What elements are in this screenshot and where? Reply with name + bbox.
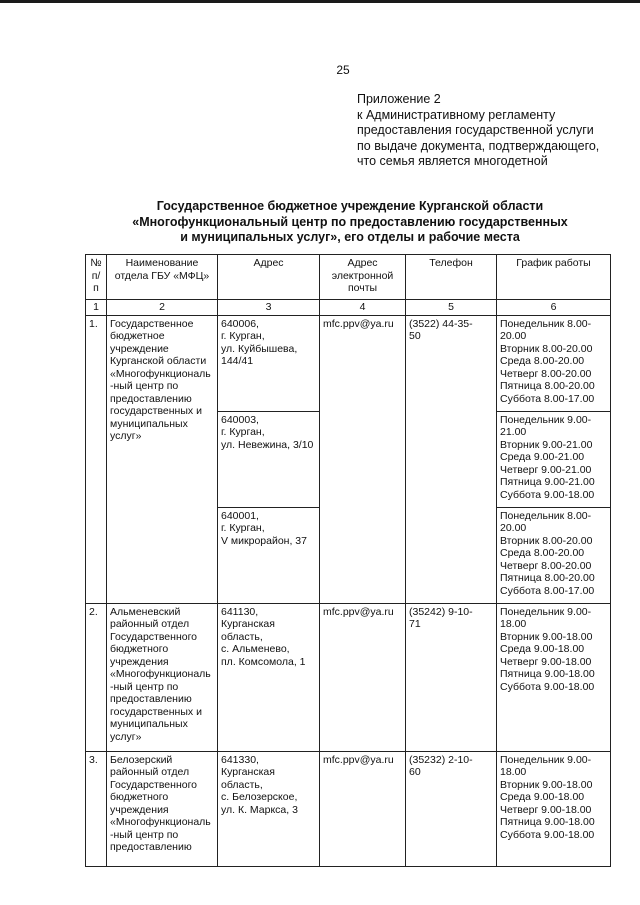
appendix-line: к Административному регламенту [357, 107, 556, 122]
header-num: № п/п [86, 255, 107, 300]
column-number-row [86, 300, 611, 316]
row-number: 3. [86, 751, 107, 866]
office-address: 640003, г. Курган, ул. Невежина, 3/10 [218, 411, 320, 507]
appendix-note [357, 92, 627, 170]
office-phone: (35232) 2-10- 60 [406, 751, 497, 866]
table-row [86, 603, 611, 751]
column-number: 4 [320, 300, 406, 316]
office-address: 640001, г. Курган, V микрорайон, 37 [218, 507, 320, 603]
row-number: 1. [86, 315, 107, 603]
header-phone: Телефон [406, 255, 497, 300]
appendix-line: предоставления государственной услуги [357, 123, 594, 137]
column-number: 5 [406, 300, 497, 316]
heading-line: «Многофункциональный центр по предоставлению государственных [132, 214, 568, 229]
column-number: 2 [107, 300, 218, 316]
appendix-line: по выдаче документа, подтверждающего, [357, 138, 600, 153]
office-name: Белозерский районный отдел Государственного бюджетного учреждения «Многофункциональ -ный центр по предоставлению [107, 751, 218, 866]
column-number: 6 [497, 300, 611, 316]
office-name: Государственное бюджетное учреждение Курганской области «Многофункциональ -ный центр по предоставлению государственных и муниципальных услуг» [107, 315, 218, 603]
offices-table [85, 254, 611, 867]
header-schedule: График работы [497, 255, 611, 300]
table-row [86, 751, 611, 866]
office-schedule: Понедельник 8.00- 20.00 Вторник 8.00-20.00 Среда 8.00-20.00 Четверг 8.00-20.00 Пятница 8.00-20.00 Суббота 8.00-17.00 [497, 315, 611, 411]
office-schedule: Понедельник 9.00- 18.00 Вторник 9.00-18.00 Среда 9.00-18.00 Четверг 9.00-18.00 Пятница 9.00-18.00 Суббота 9.00-18.00 [497, 751, 611, 866]
header-row [86, 255, 611, 300]
column-number: 1 [86, 300, 107, 316]
appendix-line: Приложение 2 [357, 92, 441, 106]
office-phone: (3522) 44-35- 50 [406, 315, 497, 603]
column-number: 3 [218, 300, 320, 316]
row-number: 2. [86, 603, 107, 751]
office-address: 640006, г. Курган, ул. Куйбышева, 144/41 [218, 315, 320, 411]
header-email: Адрес электронной почты [320, 255, 406, 300]
office-phone: (35242) 9-10- 71 [406, 603, 497, 751]
appendix-line: что семья является многодетной [357, 154, 548, 168]
page-number: 25 [336, 63, 350, 77]
table-row [86, 315, 611, 411]
scan-top-edge [0, 0, 640, 3]
office-name: Альменевский районный отдел Государственного бюджетного учреждения «Многофункциональ -ный центр по предоставлению государственных и муниципальных услуг» [107, 603, 218, 751]
office-schedule: Понедельник 9.00- 18.00 Вторник 9.00-18.00 Среда 9.00-18.00 Четверг 9.00-18.00 Пятница 9.00-18.00 Суббота 9.00-18.00 [497, 603, 611, 751]
office-email: mfc.ppv@ya.ru [320, 315, 406, 603]
office-schedule: Понедельник 9.00- 21.00 Вторник 9.00-21.00 Среда 9.00-21.00 Четверг 9.00-21.00 Пятница 9.00-21.00 Суббота 9.00-18.00 [497, 411, 611, 507]
heading-line: и муниципальных услуг», его отделы и рабочие места [180, 230, 520, 244]
office-email: mfc.ppv@ya.ru [320, 751, 406, 866]
header-address: Адрес [218, 255, 320, 300]
heading-line: Государственное бюджетное учреждение Курганской области [156, 199, 544, 213]
office-email: mfc.ppv@ya.ru [320, 603, 406, 751]
document-heading [85, 199, 615, 246]
office-schedule: Понедельник 8.00- 20.00 Вторник 8.00-20.00 Среда 8.00-20.00 Четверг 8.00-20.00 Пятница 8.00-20.00 Суббота 8.00-17.00 [497, 507, 611, 603]
office-address: 641130, Курганская область, с. Альменево, пл. Комсомола, 1 [218, 603, 320, 751]
header-name: Наименование отдела ГБУ «МФЦ» [107, 255, 218, 300]
office-address: 641330, Курганская область, с. Белозерское, ул. К. Маркса, 3 [218, 751, 320, 866]
